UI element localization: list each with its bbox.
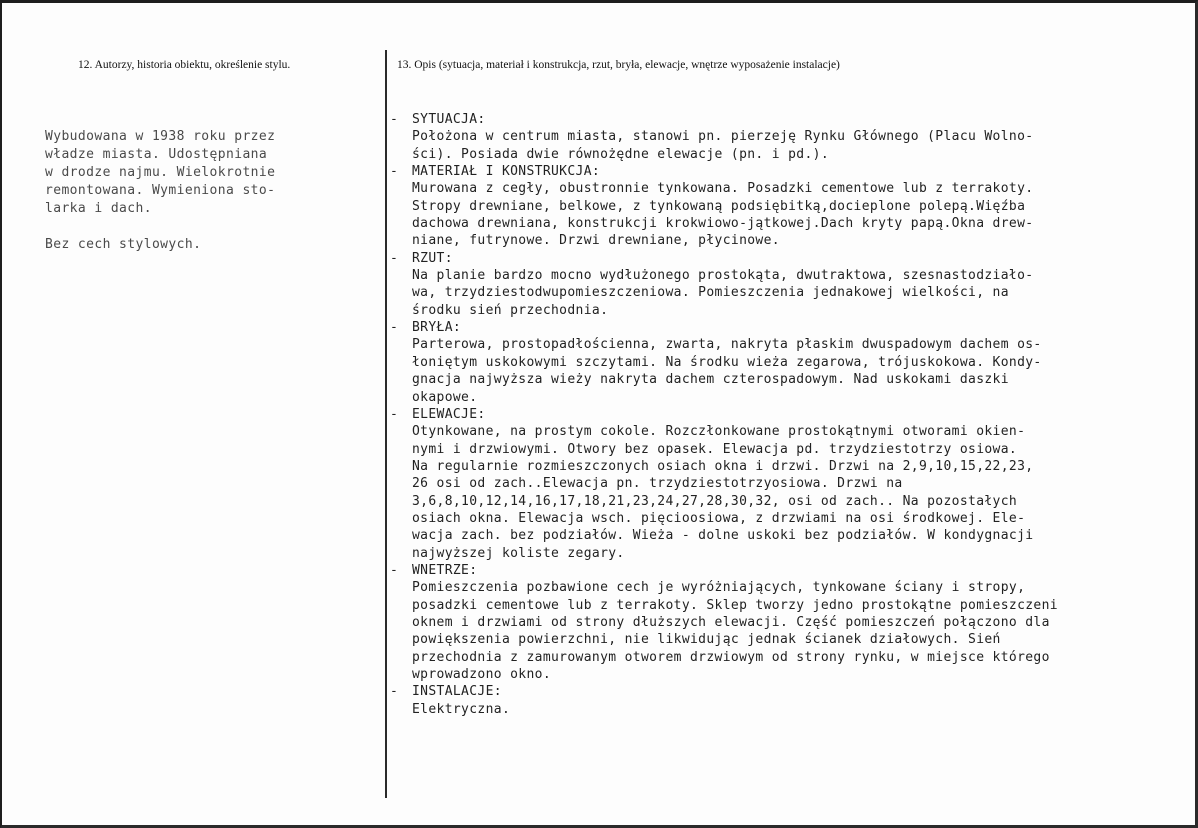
section-dash: - bbox=[390, 406, 399, 422]
section-line: Pomieszczenia pozbawione cech je wyróżniających, tynkowane ściany i stropy, bbox=[412, 580, 1026, 596]
section-line: Elektryczna. bbox=[412, 701, 511, 717]
section-dash: - bbox=[390, 164, 399, 180]
right-column-header: 13. Opis (sytuacja, materiał i konstrukcja, rzut, bryła, elewacje, wnętrze wyposażenie instalacje) bbox=[397, 59, 840, 71]
section-dash: - bbox=[390, 112, 399, 127]
style-note: Bez cech stylowych. bbox=[45, 237, 202, 252]
section-material bbox=[390, 163, 1195, 250]
history-line: remontowana. Wymieniona sto- bbox=[45, 183, 276, 198]
section-line: dachowa drewniana, konstrukcji krokwiowo-jątkowej.Dach kryty papą.Okna drew- bbox=[412, 216, 1034, 232]
section-elevations bbox=[390, 406, 1195, 562]
section-installations bbox=[390, 683, 1195, 718]
section-interior bbox=[390, 562, 1195, 683]
section-line: wa, trzydziestodwupomieszczeniowa. Pomieszczenia jednakowej wielkości, na bbox=[412, 285, 1009, 301]
section-line: 3,6,8,10,12,14,16,17,18,21,23,24,27,28,30,32, osi od zach.. Na pozostałych bbox=[412, 493, 1018, 509]
section-line: powiększenia powierzchni, nie likwidując jednak ścianek działowych. Sień bbox=[412, 632, 1001, 648]
section-line: Na regularnie rozmieszczonych osiach okna i drzwi. Drzwi na 2,9,10,15,22,23, bbox=[412, 458, 1034, 474]
section-line: Murowana z cegły, obustronnie tynkowana. Posadzki cementowe lub z terrakoty. bbox=[412, 181, 1034, 197]
section-line: oknem i drzwiami od strony dłuższych elewacji. Część pomieszczeń połączono dla bbox=[412, 614, 1050, 630]
section-heading: ELEWACJE: bbox=[412, 406, 486, 422]
section-line: wacja zach. bez podziałów. Wieża - dolne uskoki bez podziałów. W kondygnacji bbox=[412, 528, 1034, 544]
section-dash: - bbox=[390, 684, 399, 700]
section-heading: SYTUACJA: bbox=[412, 112, 486, 127]
section-line: wprowadzono okno. bbox=[412, 667, 552, 682]
section-line: okapowe. bbox=[412, 389, 478, 405]
history-gap bbox=[45, 218, 375, 236]
section-line: Parterowa, prostopadłościenna, zwarta, nakryta płaskim dwuspadowym dachem os- bbox=[412, 337, 1042, 353]
section-heading: WNETRZE: bbox=[412, 562, 478, 578]
section-heading: BRYŁA: bbox=[412, 320, 462, 336]
section-heading: RZUT: bbox=[412, 250, 453, 266]
section-plan bbox=[390, 250, 1195, 319]
section-line: osiach okna. Elewacja wsch. pięcioosiowa, z drzwiami na osi środkowej. Ele- bbox=[412, 510, 1026, 526]
section-line: środku sień przechodnia. bbox=[412, 302, 609, 318]
section-line: przechodnia z zamurowanym otworem drzwiowym od strony rynku, w miejsce którego bbox=[412, 649, 1050, 665]
description-text bbox=[390, 111, 1195, 718]
section-dash: - bbox=[390, 320, 399, 336]
section-line: łoniętym uskokowymi szczytami. Na środku wieża zegarowa, trójuskokowa. Kondy- bbox=[412, 354, 1042, 370]
section-situation bbox=[390, 111, 1195, 163]
section-line: posadzki cementowe lub z terrakoty. Sklep tworzy jedno prostokątne pomieszczeni bbox=[412, 597, 1058, 613]
column-divider bbox=[385, 50, 387, 798]
section-line: nymi i drzwiowymi. Otwory bez opasek. Elewacja pd. trzydziestotrzy osiowa. bbox=[412, 441, 1018, 457]
section-heading: MATERIAŁ I KONSTRUKCJA: bbox=[412, 164, 601, 180]
section-heading: INSTALACJE: bbox=[412, 684, 502, 700]
section-line: niane, futrynowe. Drzwi drewniane, płycinowe. bbox=[412, 233, 780, 249]
section-line: gnacja najwyższa wieży nakryta dachem czterospadowym. Nad uskokami daszki bbox=[412, 372, 1009, 388]
section-dash: - bbox=[390, 250, 399, 266]
section-massing bbox=[390, 319, 1195, 406]
section-line: Stropy drewniane, belkowe, z tynkowaną podsiębitką,docieplone polepą.Więźba bbox=[412, 198, 1026, 214]
section-line: 26 osi od zach..Elewacja pn. trzydziestotrzyosiowa. Drzwi na bbox=[412, 476, 903, 492]
history-line: larka i dach. bbox=[45, 201, 152, 216]
history-line: władze miasta. Udostępniana bbox=[45, 147, 268, 162]
section-line: najwyższej koliste zegary. bbox=[412, 545, 625, 561]
history-text bbox=[45, 128, 375, 254]
section-line: Położona w centrum miasta, stanowi pn. pierzeję Rynku Głównego (Placu Wolno- bbox=[412, 129, 1034, 145]
history-line: w drodze najmu. Wielokrotnie bbox=[45, 165, 276, 180]
section-line: Otynkowane, na prostym cokole. Rozczłonkowane prostokątnymi otworami okien- bbox=[412, 424, 1026, 440]
section-line: Na planie bardzo mocno wydłużonego prostokąta, dwutraktowa, szesnastodziało- bbox=[412, 268, 1034, 284]
section-dash: - bbox=[390, 562, 399, 578]
history-line: Wybudowana w 1938 roku przez bbox=[45, 129, 276, 144]
section-line: ści). Posiada dwie równożędne elewacje (pn. i pd.). bbox=[412, 146, 830, 162]
left-column-header: 12. Autorzy, historia obiektu, określenie stylu. bbox=[78, 59, 291, 71]
